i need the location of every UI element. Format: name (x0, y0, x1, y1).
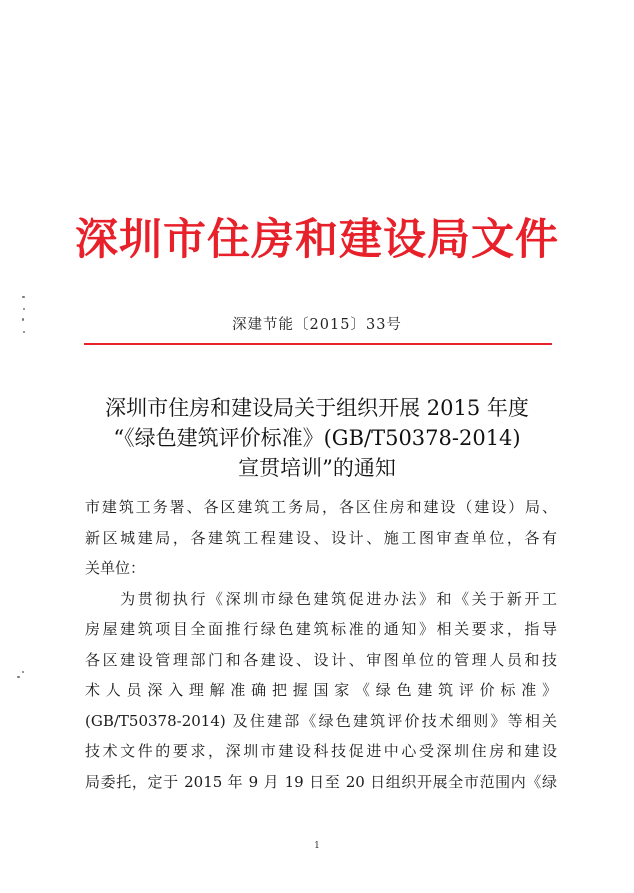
scan-speck (17, 676, 20, 678)
scan-speck (23, 331, 25, 333)
title-line: 深圳市住房和建设局关于组织开展 2015 年度 (105, 396, 529, 420)
red-divider-rule (84, 343, 552, 345)
body-line: 技术文件的要求，深圳市建设科技促进中心受深圳住房和建设 (85, 742, 557, 760)
body-line: 关单位： (85, 559, 146, 577)
page-number: 1 (314, 841, 320, 851)
body-line: 为贯彻执行《深圳市绿色建筑促进办法》和《关于新开工 (85, 589, 557, 608)
title-line: 宣贯培训”的通知 (238, 456, 396, 480)
scan-speck (22, 318, 24, 321)
body-line: 房屋建筑项目全面推行绿色建筑标准的通知》相关要求，指导 (85, 620, 557, 638)
scan-speck (22, 296, 25, 298)
body-line: 新区城建局，各建筑工程建设、设计、施工图审查单位，各有 (85, 528, 557, 547)
body-line: 术人员深入理解准确把握国家《绿色建筑评价标准》 (85, 681, 557, 699)
body-line: 市建筑工务署、各区建筑工务局，各区住房和建设（建设）局、 (85, 498, 557, 516)
title-line: “《绿色建筑评价标准》(GB/T50378-2014) (113, 426, 521, 450)
body-line: 局委托，定于 2015 年 9 月 19 日至 20 日组织开展全市范围内《绿 (85, 772, 557, 791)
body-line: 各区建设管理部门和各建设、设计、审图单位的管理人员和技 (85, 650, 557, 669)
masthead-title: 深圳市住房和建设局文件 (75, 215, 559, 265)
scan-speck (23, 308, 25, 310)
notice-body (85, 492, 557, 797)
document-number: 深建节能〔2015〕33号 (232, 317, 402, 333)
notice-title (0, 393, 634, 483)
scan-speck (22, 671, 24, 673)
body-line: (GB/T50378-2014) 及住建部《绿色建筑评价技术细则》等相关 (85, 711, 557, 730)
